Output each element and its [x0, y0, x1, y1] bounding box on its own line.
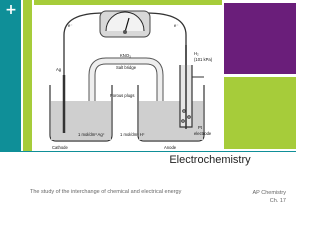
electrochemical-cell-diagram: [34, 5, 216, 150]
label-salt-bridge: Salt bridge: [116, 65, 137, 70]
slide-subtitle: The study of the interchange of chemical and electrical energy: [30, 189, 182, 195]
green-block-right: [224, 77, 296, 149]
teal-line-bottom: [0, 151, 296, 152]
label-ag: Ag: [56, 67, 62, 72]
label-anode: Anode: [164, 145, 177, 150]
label-e-left: e⁻: [68, 23, 73, 28]
label-h2: H₂: [194, 51, 199, 56]
course-chapter: Ch. 17: [269, 198, 286, 204]
label-electrode: electrode: [194, 131, 212, 136]
cell-diagram-svg: [34, 5, 216, 150]
teal-block-top-left: [0, 0, 21, 151]
purple-block: [224, 3, 296, 74]
label-cathode: Cathode: [52, 145, 68, 150]
label-pt: Pt: [198, 125, 202, 130]
label-e-right: e⁻: [174, 23, 179, 28]
label-kno3: KNO₃: [120, 53, 131, 58]
label-ag-conc: 1 mol/dm³ Ag⁺: [78, 132, 105, 137]
label-h-conc: 1 mol/dm³ H⁺: [120, 132, 146, 137]
label-h2-pressure: (101 kPa): [194, 57, 213, 62]
course-info: [240, 189, 286, 205]
label-porous-plugs: Porous plugs: [110, 93, 135, 98]
slide-title: Electrochemistry: [169, 154, 251, 166]
green-block-top-left: [23, 0, 32, 151]
course-name: AP Chemistry: [252, 190, 286, 196]
plus-icon: +: [5, 2, 17, 18]
